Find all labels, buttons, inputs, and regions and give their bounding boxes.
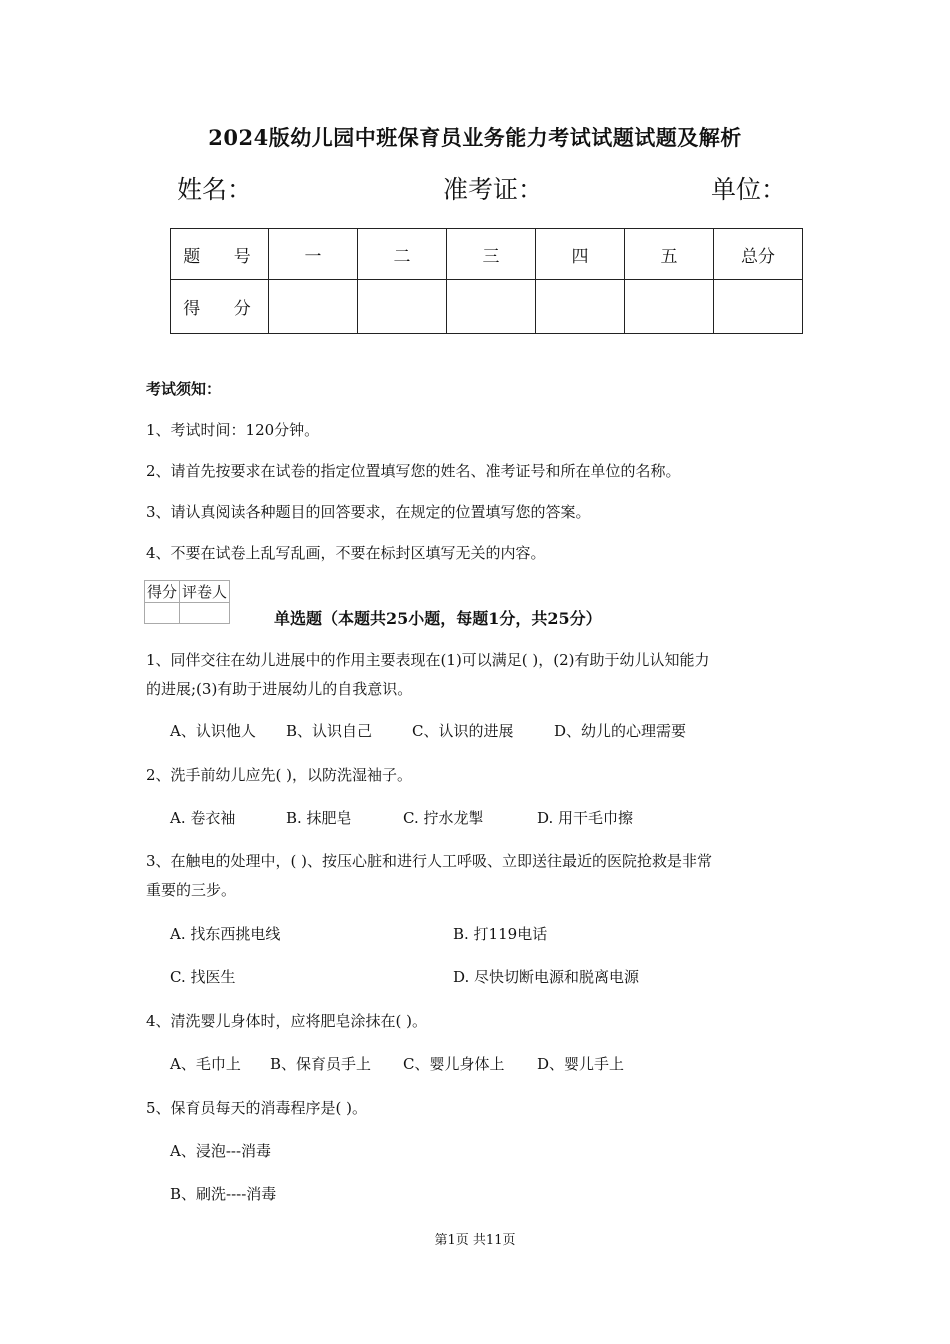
option-c: C. 拧水龙掣	[403, 809, 484, 827]
score-cell-3	[447, 280, 536, 334]
notice-item: 1、考试时间：120分钟。	[146, 421, 320, 439]
score-cell-2	[358, 280, 447, 334]
option-c: C、认识的进展	[412, 722, 514, 740]
question-stem: 3、在触电的处理中，( )、按压心脏和进行人工呼吸、立即送往最近的医院抢救是非常	[146, 852, 713, 870]
header-cell-3: 三	[447, 229, 536, 280]
grader-box	[144, 580, 230, 624]
header-cell-5: 五	[625, 229, 714, 280]
question-stem: 重要的三步。	[146, 881, 237, 899]
notice-item: 3、请认真阅读各种题目的回答要求，在规定的位置填写您的答案。	[146, 503, 591, 521]
exam-number-field-label: 准考证：	[443, 175, 544, 204]
question-stem: 4、清洗婴儿身体时，应将肥皂涂抹在( )。	[146, 1012, 428, 1030]
option-a: A、毛巾上	[170, 1055, 241, 1073]
grader-score-label: 得分	[145, 581, 180, 603]
question-stem: 1、同伴交往在幼儿进展中的作用主要表现在(1)可以满足( )，(2)有助于幼儿认知能力	[146, 651, 710, 669]
option-d: D、幼儿的心理需要	[554, 722, 687, 740]
score-cell-1	[269, 280, 358, 334]
grader-reviewer-cell	[180, 603, 230, 624]
question-stem: 5、保育员每天的消毒程序是( )。	[146, 1099, 368, 1117]
option-a: A、浸泡---消毒	[170, 1142, 272, 1160]
header-cell-1: 一	[269, 229, 358, 280]
option-b: B、认识自己	[286, 722, 373, 740]
score-table-header-row	[171, 229, 803, 280]
grader-reviewer-label: 评卷人	[180, 581, 230, 603]
option-c: C、婴儿身体上	[403, 1055, 505, 1073]
page-footer: 第1页 共11页	[434, 1233, 516, 1248]
name-field-label: 姓名：	[177, 175, 253, 204]
header-cell-2: 二	[358, 229, 447, 280]
option-b: B、刷洗----消毒	[170, 1185, 277, 1203]
score-cell-4	[536, 280, 625, 334]
grader-score-cell	[145, 603, 180, 624]
option-d: D. 用干毛巾擦	[537, 809, 634, 827]
option-c: C. 找医生	[170, 968, 236, 986]
option-a: A. 找东西挑电线	[170, 925, 281, 943]
header-cell-label: 题 号	[171, 229, 269, 280]
document-title: 2024版幼儿园中班保育员业务能力考试试题试题及解析	[208, 125, 742, 150]
question-stem: 2、洗手前幼儿应先( )，以防洗湿袖子。	[146, 766, 413, 784]
question-stem: 的进展;(3)有助于进展幼儿的自我意识。	[146, 680, 413, 698]
score-table	[170, 228, 803, 334]
header-cell-total: 总分	[714, 229, 803, 280]
score-table-score-row	[171, 280, 803, 334]
option-a: A、认识他人	[170, 722, 256, 740]
option-b: B、保育员手上	[270, 1055, 372, 1073]
header-cell-4: 四	[536, 229, 625, 280]
notice-item: 2、请首先按要求在试卷的指定位置填写您的姓名、准考证号和所在单位的名称。	[146, 462, 681, 480]
option-b: B. 抹肥皂	[286, 809, 352, 827]
option-b: B. 打119电话	[453, 925, 548, 943]
option-a: A. 卷衣袖	[170, 809, 236, 827]
section-title: 单选题（本题共25小题，每题1分，共25分）	[274, 609, 602, 628]
unit-field-label: 单位：	[711, 175, 787, 204]
score-row-label: 得 分	[171, 280, 269, 334]
option-d: D. 尽快切断电源和脱离电源	[453, 968, 640, 986]
score-cell-5	[625, 280, 714, 334]
notice-heading: 考试须知：	[146, 380, 222, 398]
score-cell-total	[714, 280, 803, 334]
notice-item: 4、不要在试卷上乱写乱画，不要在标封区填写无关的内容。	[146, 544, 546, 562]
option-d: D、婴儿手上	[537, 1055, 625, 1073]
